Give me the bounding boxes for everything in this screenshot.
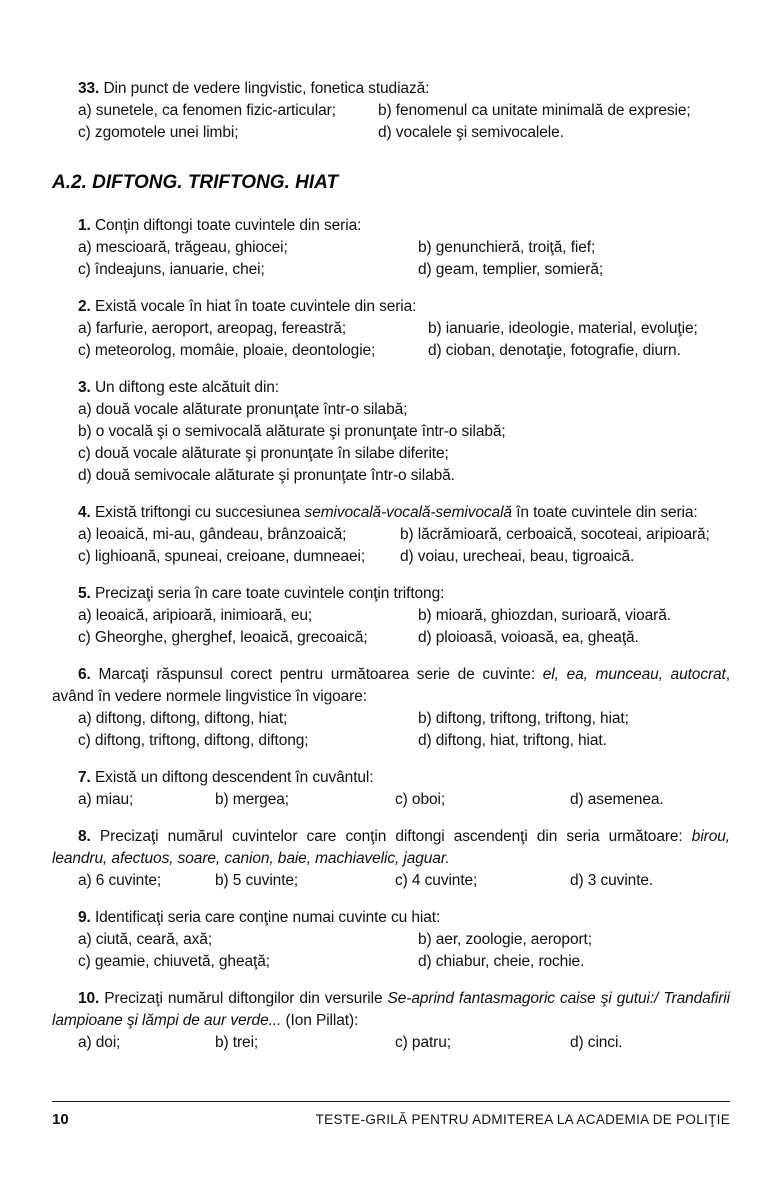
question-stem [52, 988, 730, 1032]
question-stem [52, 296, 730, 318]
stem-text: , având în vedere normele lingvistice în vigoare: [52, 666, 730, 705]
answer-option-d: d) asemenea. [570, 791, 664, 808]
answer-option-a: a) ciută, ceară, axă; [78, 931, 213, 948]
answer-option-b: b) mioară, ghiozdan, surioară, vioară. [418, 607, 671, 624]
question-block [52, 767, 730, 811]
answer-option-c: c) geamie, chiuvetă, gheaţă; [78, 953, 270, 970]
question-stem [52, 583, 730, 605]
answer-list [52, 870, 730, 892]
answer-list [52, 1032, 730, 1054]
stem-italic-text: Se-aprind fantasmagoric caise şi gutui:/ Trandafirii lampioane şi lămpi de aur verde... [52, 990, 730, 1029]
footer-page-number: 10 [52, 1111, 69, 1128]
page-footer [52, 1101, 730, 1128]
stem-italic-text: birou, leandru, afectuos, soare, canion, baie, machiavelic, jaguar. [52, 828, 730, 867]
stem-text: Precizaţi seria în care toate cuvintele conţin triftong: [94, 585, 445, 602]
question-block [52, 988, 730, 1054]
answer-option-c: c) îndeajuns, ianuarie, chei; [78, 261, 265, 278]
answer-option-b: b) aer, zoologie, aeroport; [418, 931, 592, 948]
question-block [52, 502, 730, 568]
answer-option-b: b) diftong, triftong, triftong, hiat; [418, 710, 629, 727]
answer-option-b: b) fenomenul ca unitate minimală de expresie; [378, 102, 691, 119]
stem-text: Conţin diftongi toate cuvintele din seria: [94, 217, 362, 234]
answer-option-a: a) două vocale alăturate pronunţate într-o silabă; [78, 401, 408, 418]
answer-option-b: b) mergea; [215, 791, 289, 808]
question-stem [52, 664, 730, 708]
answer-list [52, 237, 730, 281]
answer-option-c: c) diftong, triftong, diftong, diftong; [78, 732, 309, 749]
question-number: 7. [78, 769, 95, 786]
question-stem [52, 78, 730, 100]
questions-area [52, 215, 730, 1054]
answer-option-a: a) 6 cuvinte; [78, 872, 162, 889]
answer-option-c: c) Gheorghe, gherghef, leoaică, grecoaică; [78, 629, 368, 646]
question-stem [52, 907, 730, 929]
answer-option-c: c) meteorolog, momâie, ploaie, deontologie; [78, 342, 376, 359]
answer-option-a: a) miau; [78, 791, 134, 808]
answer-option-c: c) patru; [395, 1034, 451, 1051]
question-number: 10. [78, 990, 105, 1007]
stem-text: în toate cuvintele din seria: [511, 504, 698, 521]
answer-option-d: d) geam, templier, somieră; [418, 261, 604, 278]
answer-list [52, 708, 730, 752]
answer-option-a: a) doi; [78, 1034, 121, 1051]
question-number: 9. [78, 909, 95, 926]
answer-option-b: b) 5 cuvinte; [215, 872, 299, 889]
answer-option-a: a) farfurie, aeroport, areopag, fereastră; [78, 320, 347, 337]
answer-list [52, 524, 730, 568]
question-33-area [52, 78, 730, 144]
answer-option-a: a) diftong, diftong, diftong, hiat; [78, 710, 288, 727]
question-block [52, 907, 730, 973]
answer-option-d: d) 3 cuvinte. [570, 872, 654, 889]
question-number: 5. [78, 585, 95, 602]
question-stem [52, 767, 730, 789]
question-number: 33. [78, 80, 104, 97]
answer-option-c: c) zgomotele unei limbi; [78, 124, 239, 141]
stem-text: Precizaţi numărul cuvintelor care conţin diftongi ascendenţi din seria următoare: [99, 828, 692, 845]
question-stem [52, 215, 730, 237]
stem-text: Precizaţi numărul diftongilor din versurile [104, 990, 388, 1007]
answer-list [52, 929, 730, 973]
question-number: 6. [78, 666, 99, 683]
answer-option-c: c) lighioană, spuneai, creioane, dumneaei; [78, 548, 366, 565]
stem-italic-text: el, ea, munceau, autocrat [542, 666, 726, 683]
answer-list [52, 318, 730, 362]
question-block [52, 583, 730, 649]
question-stem [52, 502, 730, 524]
answer-option-c: c) două vocale alăturate şi pronunţate în silabe diferite; [78, 445, 449, 462]
question-stem [52, 377, 730, 399]
stem-text: Există vocale în hiat în toate cuvintele din seria: [94, 298, 417, 315]
stem-text: (Ion Pillat): [281, 1012, 359, 1029]
question-block [52, 78, 730, 144]
answer-list [52, 100, 730, 144]
question-stem [52, 826, 730, 870]
question-block [52, 664, 730, 752]
question-block [52, 215, 730, 281]
stem-text: Identificaţi seria care conţine numai cuvinte cu hiat: [94, 909, 441, 926]
answer-option-d: d) ploioasă, voioasă, ea, gheaţă. [418, 629, 639, 646]
stem-italic-text: semivocală-vocală-semivocală [304, 504, 512, 521]
answer-list [52, 789, 730, 811]
question-number: 3. [78, 379, 95, 396]
answer-option-b: b) lăcrămioară, cerboaică, socoteai, aripioară; [400, 526, 710, 543]
answer-option-d: d) cinci. [570, 1034, 623, 1051]
answer-list [52, 605, 730, 649]
answer-option-b: b) o vocală şi o semivocală alăturate şi pronunţate într-o silabă; [78, 423, 506, 440]
question-block [52, 296, 730, 362]
stem-text: Un diftong este alcătuit din: [94, 379, 280, 396]
page-content [52, 78, 730, 1069]
stem-text: Există triftongi cu succesiunea [94, 504, 305, 521]
question-block [52, 826, 730, 892]
question-number: 1. [78, 217, 95, 234]
answer-option-d: d) diftong, hiat, triftong, hiat. [418, 732, 607, 749]
answer-option-a: a) leoaică, mi-au, gândeau, brânzoaică; [78, 526, 347, 543]
question-number: 2. [78, 298, 95, 315]
answer-option-b: b) genunchieră, troiţă, fief; [418, 239, 596, 256]
answer-option-d: d) două semivocale alăturate şi pronunţate într-o silabă. [78, 467, 455, 484]
answer-option-b: b) ianuarie, ideologie, material, evoluţie; [428, 320, 698, 337]
answer-option-d: d) voiau, urecheai, beau, tigroaică. [400, 548, 635, 565]
answer-option-d: d) cioban, denotaţie, fotografie, diurn. [428, 342, 681, 359]
answer-option-a: a) mescioară, trăgeau, ghiocei; [78, 239, 288, 256]
answer-option-c: c) oboi; [395, 791, 446, 808]
answer-option-a: a) sunetele, ca fenomen fizic-articular; [78, 102, 336, 119]
stem-text: Din punct de vedere lingvistic, fonetica studiază: [103, 80, 430, 97]
answer-list [52, 399, 730, 487]
question-number: 8. [78, 828, 100, 845]
footer-title: TESTE-GRILĂ PENTRU ADMITEREA LA ACADEMIA DE POLIŢIE [315, 1112, 730, 1127]
answer-option-d: d) chiabur, cheie, rochie. [418, 953, 585, 970]
section-heading: A.2. DIFTONG. TRIFTONG. HIAT [52, 172, 339, 193]
question-number: 4. [78, 504, 95, 521]
stem-text: Marcaţi răspunsul corect pentru următoarea serie de cuvinte: [98, 666, 543, 683]
question-block [52, 377, 730, 487]
answer-option-a: a) leoaică, aripioară, inimioară, eu; [78, 607, 313, 624]
answer-option-c: c) 4 cuvinte; [395, 872, 478, 889]
answer-option-d: d) vocalele şi semivocalele. [378, 124, 564, 141]
answer-option-b: b) trei; [215, 1034, 259, 1051]
stem-text: Există un diftong descendent în cuvântul: [94, 769, 374, 786]
